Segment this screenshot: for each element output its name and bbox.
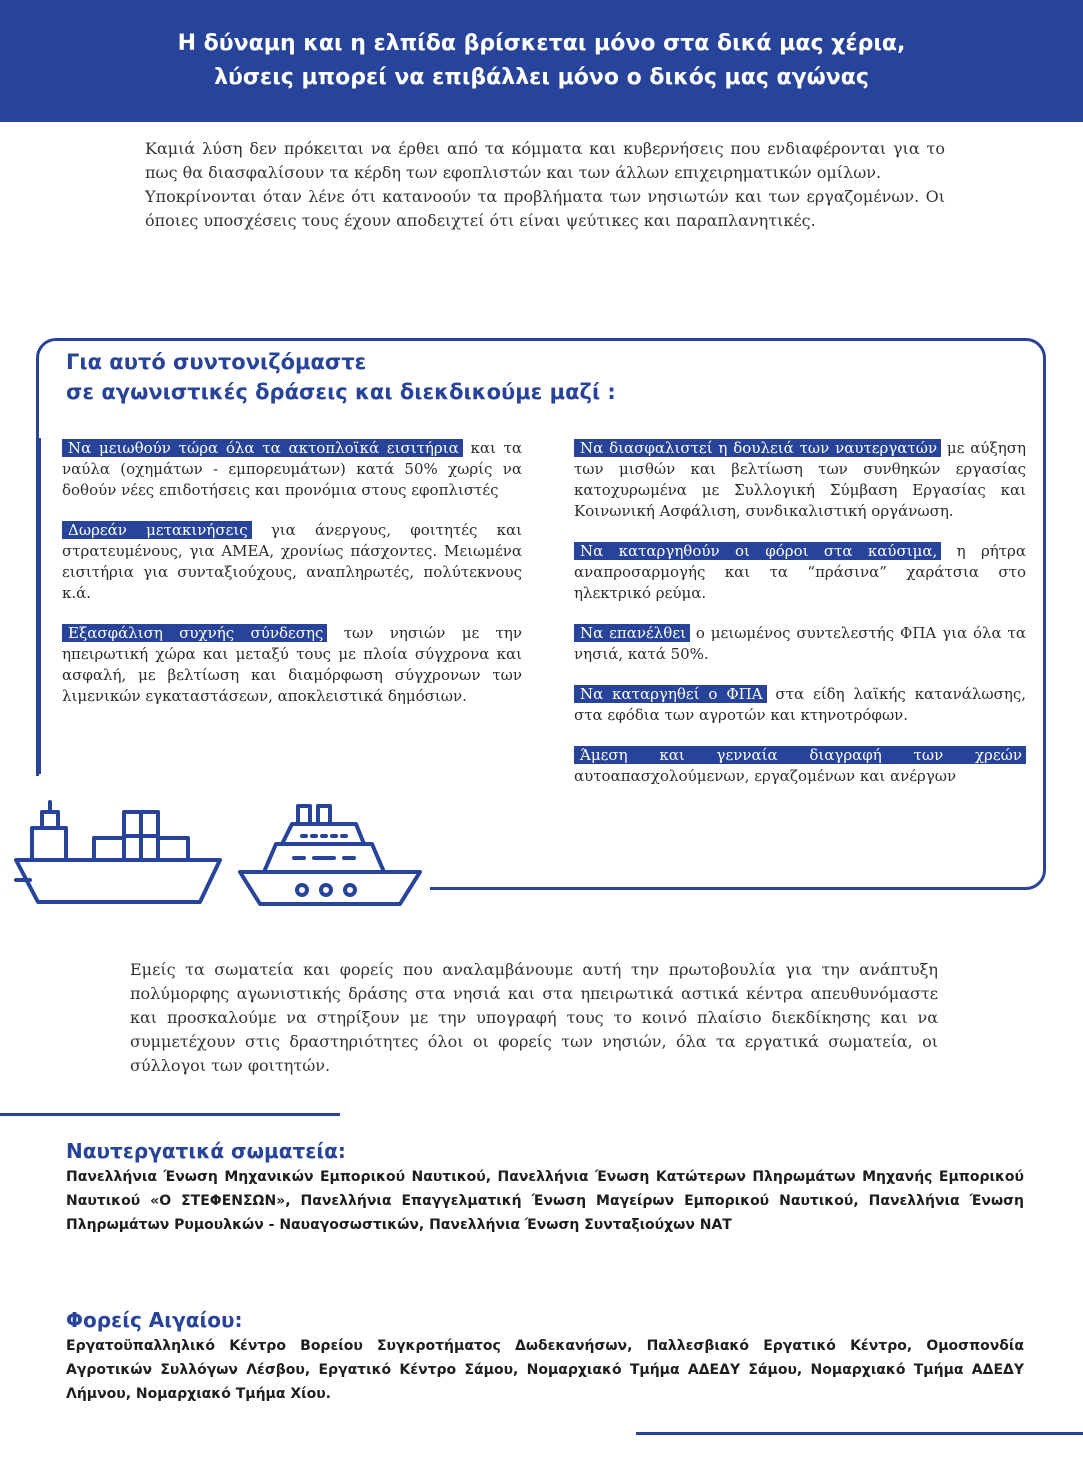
demand-text: των νησιών με την ηπειρωτική χώρα και μεταξύ τους με πλοία σύγχρονα και ασφαλή, με βελτίωση και διαμόρφωση σύγχρονων των λιμενικών εγκαταστάσεων, αποκλειστικά δημόσιων.	[62, 624, 522, 705]
demand-item	[62, 623, 522, 707]
panel-title	[66, 347, 616, 407]
cargo-ship-icon	[16, 802, 220, 902]
demands-right-column	[574, 438, 1026, 806]
demand-text: με αύξηση των μισθών και βελτίωση των συνθηκών εργασίας κατοχυρωμένα με Συλλογική Σύμβαση Εργασίας και Κοινωνική Ασφάλιση, συνδικαλιστική οργάνωση.	[574, 439, 1027, 520]
demand-text: για άνεργους, φοιτητές και στρατευμένους, για ΑΜΕΑ, χρονίως πάσχοντες. Μειωμένα εισιτήρια για συνταξιούχους, αναπληρωτές, πολύτεκνους κ.ά.	[62, 521, 522, 602]
demand-highlight: Να καταργηθεί ο ΦΠΑ	[574, 685, 767, 703]
panel-title-line-1: Για αυτό συντονιζόμαστε	[66, 350, 367, 374]
intro-paragraph-1: Καμιά λύση δεν πρόκειται να έρθει από τα κόμματα και κυβερνήσεις που ενδιαφέρονται για το πως θα διασφαλίσουν τα κέρδη των εφοπλιστών και των άλλων επιχειρηματικών ομίλων.	[145, 139, 945, 182]
left-column-rule	[38, 438, 41, 774]
demand-highlight: Να καταργηθούν οι φόροι στα καύσιμα,	[574, 542, 941, 560]
intro-text	[145, 137, 945, 233]
demand-text: ο μειωμένος συντελεστής ΦΠΑ για όλα τα νησιά, κατά 50%.	[574, 624, 1026, 663]
banner-line-2: λύσεις μπορεί να επιβάλλει μόνο ο δικός μας αγώνας	[214, 65, 869, 90]
demand-highlight: Να μειωθούν τώρα όλα τα ακτοπλοϊκά εισιτήρια	[62, 439, 463, 457]
demand-highlight: Να διασφαλιστεί η δουλειά των ναυτεργατών	[574, 439, 941, 457]
divider-line	[0, 1113, 340, 1116]
demand-item	[574, 684, 1026, 726]
banner-line-1: Η δύναμη και η ελπίδα βρίσκεται μόνο στα δικά μας χέρια,	[177, 31, 906, 56]
aegean-heading: Φορείς Αιγαίου:	[66, 1308, 243, 1332]
closing-paragraph: Εμείς τα σωματεία και φορείς που αναλαμβάνουμε αυτή την πρωτοβουλία για την ανάπτυξη πολύμορφης αγωνιστικής δράσης στα νησιά και στα ηπειρωτικά αστικά κέντρα απευθυνόμαστε και προσκαλούμε να στηρίξουν με την υπογραφή τους το κοινό πλαίσιο διεκδίκησης και να συμμετέχουν στις δραστηριότητες όλοι οι φορείς των νησιών, όλα τα εργατικά σωματεία, οι σύλλογοι των φοιτητών.	[130, 960, 938, 1075]
header-banner	[0, 0, 1083, 122]
demand-highlight: Δωρεάν μετακινήσεις	[62, 521, 252, 539]
demand-item	[574, 745, 1026, 787]
demand-text: η ρήτρα αναπροσαρμογής και τα “πράσινα” χαράτσια στο ηλεκτρικό ρεύμα.	[574, 542, 1026, 602]
intro-paragraph-2: Υποκρίνονται όταν λένε ότι κατανοούν τα προβλήματα των νησιωτών και των εργαζομένων. Οι όποιες υποσχέσεις τους έχουν αποδειχτεί ότι είναι ψεύτικες και παραπλανητικές.	[145, 187, 945, 230]
demand-text: αυτοαπασχολούμενων, εργαζομένων και ανέργων	[574, 767, 957, 785]
demand-text: και τα ναύλα (οχημάτων - εμπορευμάτων) κατά 50% χωρίς να δοθούν νέες επιδοτήσεις και προνόμια στους εφοπλιστές	[62, 439, 522, 499]
demand-text: στα είδη λαϊκής κατανάλωσης, στα εφόδια των αγροτών και κτηνοτρόφων.	[574, 685, 1026, 724]
demand-item	[574, 438, 1026, 522]
demands-left-column	[62, 438, 522, 726]
demand-item	[574, 541, 1026, 604]
demand-highlight: Άμεση και γενναία διαγραφή των χρεών	[574, 746, 1026, 764]
passenger-ship-icon	[240, 806, 420, 904]
demand-item	[62, 520, 522, 604]
divider-line	[636, 1432, 1083, 1435]
panel-title-line-2: σε αγωνιστικές δράσεις και διεκδικούμε μαζί :	[66, 380, 616, 404]
unions-list: Πανελλήνια Ένωση Μηχανικών Εμπορικού Ναυτικού, Πανελλήνια Ένωση Κατώτερων Πληρωμάτων Μηχανής Εμπορικού Ναυτικού «Ο ΣΤΕΦΕΝΣΩΝ», Πανελλήνια Επαγγελματική Ένωση Μαγείρων Εμπορικού Ναυτικού, Πανελλήνια Ένωση Πληρωμάτων Ρυμουλκών - Ναυαγοσωστικών, Πανελλήνια Ένωση Συνταξιούχων ΝΑΤ	[66, 1169, 1024, 1233]
unions-heading: Ναυτεργατικά σωματεία:	[66, 1139, 346, 1163]
demand-item	[574, 623, 1026, 665]
demand-highlight: Εξασφάλιση συχνής σύνδεσης	[62, 624, 327, 642]
ships-illustration	[12, 800, 432, 906]
aegean-list: Εργατοϋπαλληλικό Κέντρο Βορείου Συγκροτήματος Δωδεκανήσων, Παλλεσβιακό Εργατικό Κέντρο, Ομοσπονδία Αγροτικών Συλλόγων Λέσβου, Εργατικό Κέντρο Σάμου, Νομαρχιακό Τμήμα ΑΔΕΔΥ Σάμου, Νομαρχιακό Τμήμα ΑΔΕΔΥ Λήμνου, Νομαρχιακό Τμήμα Χίου.	[66, 1338, 1024, 1402]
demand-item	[62, 438, 522, 501]
demand-highlight: Να επανέλθει	[574, 624, 690, 642]
